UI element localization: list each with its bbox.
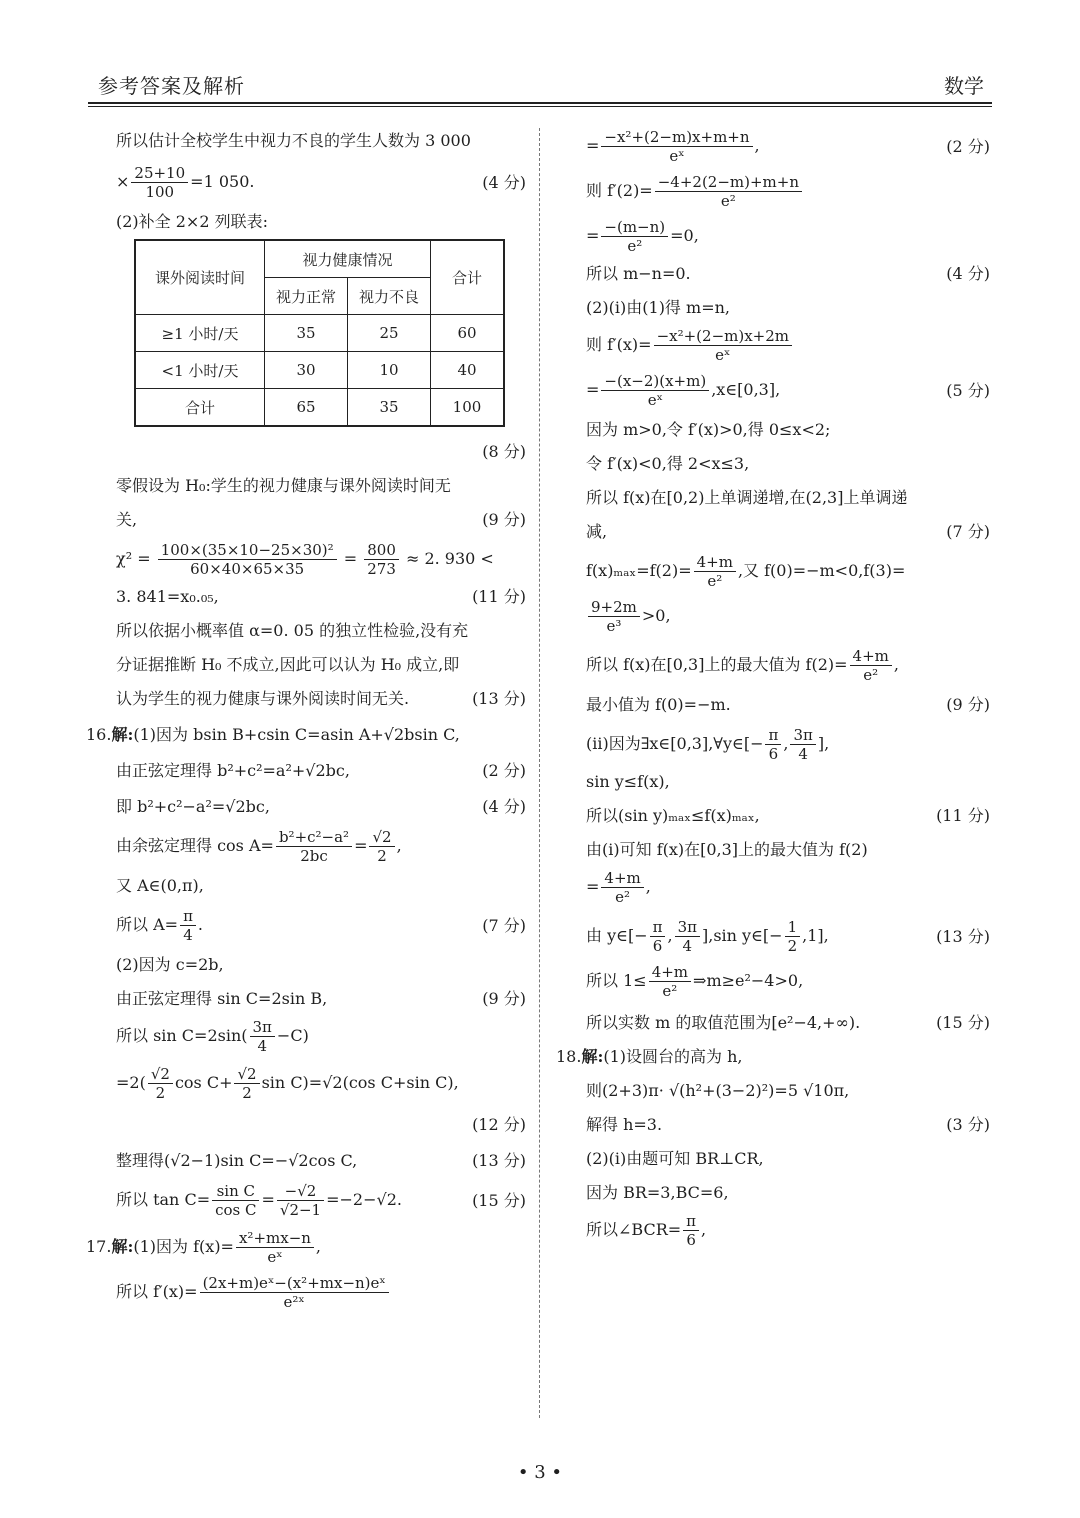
fraction xyxy=(601,128,752,165)
text-line xyxy=(86,509,526,531)
text: >0, xyxy=(641,606,671,625)
text: ], xyxy=(817,734,830,753)
text-line: 则(2+3)π· √(h²+(3−2)²)=5 √10π, xyxy=(586,1081,850,1100)
text-line: 因为 BR=3,BC=6, xyxy=(586,1183,729,1202)
table-header: 视力健康情况 xyxy=(265,240,431,278)
text: 整理得(√2−1)sin C=−√2cos C, xyxy=(116,1151,358,1170)
text-line xyxy=(556,218,990,255)
score: (4 分) xyxy=(482,797,526,816)
numerator: 3π xyxy=(250,1018,275,1037)
text: 所以∠BCR= xyxy=(586,1220,682,1239)
numerator: √2 xyxy=(148,1065,173,1084)
text: ,x∈[0,3], xyxy=(711,380,781,399)
question-18 xyxy=(556,1046,990,1068)
text: = xyxy=(586,877,600,896)
score: (9 分) xyxy=(482,510,526,529)
text: (ⅱ)因为∃x∈[0,3],∀y∈[− xyxy=(586,734,764,753)
header-title: 参考答案及解析 xyxy=(98,74,245,98)
text: =2( xyxy=(116,1073,146,1092)
text-line: 因为 m>0,令 f′(x)>0,得 0≤x<2; xyxy=(586,420,831,439)
table-header: 课外阅读时间 xyxy=(135,240,265,315)
text: , xyxy=(701,1220,707,1239)
text: 所以 f′(x)= xyxy=(116,1282,198,1301)
text-line: (2)(ⅰ)由题可知 BR⊥CR, xyxy=(586,1149,764,1168)
text-line xyxy=(86,688,526,710)
denominator: 4 xyxy=(183,926,193,944)
solution-label: 解: xyxy=(581,1047,604,1066)
fraction xyxy=(236,1229,314,1266)
text: 即 b²+c²−a²=√2bc, xyxy=(116,797,270,816)
score: (9 分) xyxy=(482,989,526,1008)
text-line: 所以 f(x)在[0,2)上单调递增,在(2,3]上单调递 xyxy=(586,488,908,507)
table-cell: 35 xyxy=(348,389,431,427)
numerator: √2 xyxy=(369,828,394,847)
score: (2 分) xyxy=(482,761,526,780)
denominator: e³ xyxy=(606,617,622,635)
text-line: (2)因为 c=2b, xyxy=(116,955,224,974)
score: (7 分) xyxy=(946,522,990,541)
text: sin C)=√2(cos C+sin C), xyxy=(261,1073,459,1092)
numerator: √2 xyxy=(234,1065,259,1084)
text-line xyxy=(86,907,526,944)
text: = xyxy=(354,836,368,855)
text-line xyxy=(556,263,990,285)
question-number: 16. xyxy=(86,725,112,744)
denominator: 4 xyxy=(257,1037,267,1055)
score: (7 分) xyxy=(482,916,526,935)
numerator: 3π xyxy=(790,726,815,745)
text: ],sin y∈[− xyxy=(701,926,783,945)
score: (8 分) xyxy=(482,442,526,461)
solution-label: 解: xyxy=(111,1237,134,1256)
numerator: −(m−n) xyxy=(601,218,668,237)
text-line xyxy=(86,988,526,1010)
score: (11 分) xyxy=(472,587,526,606)
text: , xyxy=(667,926,673,945)
fraction xyxy=(765,726,781,763)
text-line: 分证据推断 H₀ 不成立,因此可以认为 H₀ 成立,即 xyxy=(116,655,460,674)
text-line xyxy=(556,963,990,1000)
text: 所以 A= xyxy=(116,915,179,934)
left-column xyxy=(86,128,526,1311)
table-header: 视力正常 xyxy=(265,278,348,315)
text: = xyxy=(586,136,600,155)
denominator: 4 xyxy=(682,937,693,955)
numerator: π xyxy=(650,918,666,937)
text-line xyxy=(556,1114,990,1136)
right-column xyxy=(556,128,990,1249)
denominator: 6 xyxy=(768,745,779,763)
fraction xyxy=(694,553,736,590)
text: 由正弦定理得 sin C=2sin B, xyxy=(116,989,328,1008)
text-line: 零假设为 H₀:学生的视力健康与课外阅读时间无 xyxy=(116,476,451,495)
score: (15 分) xyxy=(936,1013,990,1032)
table-cell: 30 xyxy=(265,352,348,389)
question-16 xyxy=(86,724,526,746)
text: , xyxy=(396,836,402,855)
denominator: eˣ xyxy=(647,391,663,409)
text: =−2−√2. xyxy=(326,1190,402,1209)
text: , xyxy=(893,655,899,674)
text-line xyxy=(86,828,526,865)
header-rule xyxy=(88,102,992,104)
numerator: −4+2(2−m)+m+n xyxy=(655,173,802,192)
fraction xyxy=(148,1065,173,1102)
numerator: 4+m xyxy=(601,869,643,888)
question-number: 17. xyxy=(86,1237,112,1256)
denominator: 60×40×65×35 xyxy=(190,560,305,578)
question-number: 18. xyxy=(556,1047,582,1066)
text-line xyxy=(556,726,990,763)
text: ,1], xyxy=(802,926,829,945)
score: (9 分) xyxy=(946,695,990,714)
text: ⇒m≥e²−4>0, xyxy=(693,971,804,990)
text: 由正弦定理得 b²+c²=a²+√2bc, xyxy=(116,761,350,780)
text-line xyxy=(86,441,526,463)
fraction xyxy=(601,218,668,255)
denominator: e² xyxy=(615,888,631,906)
table-row xyxy=(135,389,504,427)
score: (13 分) xyxy=(472,689,526,708)
denominator: e² xyxy=(662,982,678,1000)
denominator: eˣ xyxy=(267,1248,283,1266)
denominator: 6 xyxy=(652,937,663,955)
table-cell: ≥1 小时/天 xyxy=(135,315,265,352)
numerator: 9+2m xyxy=(588,598,640,617)
numerator: x²+mx−n xyxy=(236,1229,314,1248)
text: 由 y∈[− xyxy=(586,926,648,945)
fraction xyxy=(650,918,666,955)
page-number: • 3 • xyxy=(517,1462,563,1483)
denominator: cos C xyxy=(215,1201,257,1219)
fraction xyxy=(158,541,337,578)
score: (5 分) xyxy=(946,381,990,400)
fraction xyxy=(601,869,643,906)
text: =0, xyxy=(670,226,699,245)
fraction xyxy=(131,164,188,201)
text: ,又 f(0)=−m<0,f(3)= xyxy=(737,561,906,580)
text-line xyxy=(86,586,526,608)
text: ≈ 2. 930 < xyxy=(400,549,494,568)
header-subject: 数学 xyxy=(944,74,984,98)
fraction xyxy=(850,647,892,684)
text: 所以实数 m 的取值范围为[e²−4,+∞). xyxy=(586,1013,861,1032)
fraction xyxy=(588,598,640,635)
text: 所以 tan C= xyxy=(116,1190,211,1209)
denominator: e² xyxy=(863,666,879,684)
fraction xyxy=(601,372,709,409)
fraction xyxy=(364,541,399,578)
text-line xyxy=(86,1065,526,1102)
numerator: 4+m xyxy=(649,963,691,982)
text-line xyxy=(86,1114,526,1136)
denominator: 100 xyxy=(145,183,175,201)
score: (11 分) xyxy=(936,806,990,825)
text-line xyxy=(86,1150,526,1172)
score: (12 分) xyxy=(472,1115,526,1134)
denominator: e² xyxy=(627,237,643,255)
denominator: eˣ xyxy=(715,346,731,364)
column-divider xyxy=(539,128,540,1418)
numerator: (2x+m)eˣ−(x²+mx−n)eˣ xyxy=(200,1274,389,1293)
text: (1)因为 f(x)= xyxy=(133,1237,234,1256)
score: (4 分) xyxy=(482,173,526,192)
text: 所以(sin y)ₘₐₓ≤f(x)ₘₐₓ, xyxy=(586,806,760,825)
text: 3. 841=x₀.₀₅, xyxy=(116,587,219,606)
contingency-table xyxy=(134,239,505,427)
text: = xyxy=(586,226,600,245)
text-line xyxy=(556,1012,990,1034)
score: (13 分) xyxy=(936,927,990,946)
numerator: 3π xyxy=(675,918,700,937)
text: (1)设圆台的高为 h, xyxy=(603,1047,743,1066)
text: = xyxy=(261,1190,275,1209)
text-line xyxy=(556,327,990,364)
text-line: (2)(ⅰ)由(1)得 m=n, xyxy=(586,298,730,317)
text: 所以 sin C=2sin( xyxy=(116,1026,248,1045)
text-line xyxy=(86,796,526,818)
text-line: 又 A∈(0,π), xyxy=(116,876,204,895)
denominator: 2 xyxy=(377,847,387,865)
text: , xyxy=(315,1237,322,1256)
text-line xyxy=(86,760,526,782)
denominator: 2 xyxy=(155,1084,166,1102)
text: , xyxy=(645,877,651,896)
score: (3 分) xyxy=(946,1115,990,1134)
denominator: e² xyxy=(707,572,723,590)
score: (13 分) xyxy=(472,1151,526,1170)
text-line xyxy=(556,598,990,635)
text-line xyxy=(556,173,990,210)
score: (15 分) xyxy=(472,1191,526,1210)
text-line xyxy=(556,647,990,684)
numerator: π xyxy=(683,1212,699,1231)
numerator: b²+c²−a² xyxy=(276,828,352,847)
text-line xyxy=(556,869,990,906)
solution-label: 解: xyxy=(111,725,134,744)
denominator: √2−1 xyxy=(279,1201,322,1219)
text: −C) xyxy=(276,1026,309,1045)
text-line: 令 f′(x)<0,得 2<x≤3, xyxy=(586,454,750,473)
text-line xyxy=(86,1274,526,1311)
denominator: e² xyxy=(720,192,736,210)
denominator: e²ˣ xyxy=(283,1293,305,1311)
fraction xyxy=(369,828,394,865)
text-line xyxy=(556,128,990,165)
numerator: −√2 xyxy=(277,1182,324,1201)
table-cell: <1 小时/天 xyxy=(135,352,265,389)
text-line xyxy=(556,1212,990,1249)
text: 则 f′(2)= xyxy=(586,181,653,200)
numerator: −x²+(2−m)x+2m xyxy=(654,327,792,346)
table-cell: 65 xyxy=(265,389,348,427)
text-line xyxy=(556,372,990,409)
question-17 xyxy=(86,1229,526,1266)
text-line xyxy=(86,164,526,201)
table-row xyxy=(135,315,504,352)
text: (1)因为 bsin B+csin C=asin A+√2bsin C, xyxy=(133,725,460,744)
text-line xyxy=(556,805,990,827)
text: 解得 h=3. xyxy=(586,1115,663,1134)
text: χ² = xyxy=(116,549,156,568)
denominator: 4 xyxy=(798,745,808,763)
fraction xyxy=(649,963,691,1000)
table-header: 合计 xyxy=(431,240,505,315)
text: f(x)ₘₐₓ=f(2)= xyxy=(586,561,692,580)
fraction xyxy=(277,1182,324,1219)
table-row xyxy=(135,352,504,389)
table-cell: 60 xyxy=(431,315,505,352)
fraction xyxy=(785,918,801,955)
text-line xyxy=(556,694,990,716)
text: 则 f′(x)= xyxy=(586,335,652,354)
text: × xyxy=(116,172,130,191)
text: , xyxy=(754,136,760,155)
numerator: 4+m xyxy=(850,647,892,666)
numerator: −x²+(2−m)x+m+n xyxy=(601,128,752,147)
fraction xyxy=(250,1018,275,1055)
text: 减, xyxy=(586,522,608,541)
text: cos C+ xyxy=(174,1073,233,1092)
text-line: 所以依据小概率值 α=0. 05 的独立性检验,没有充 xyxy=(116,621,469,640)
fraction xyxy=(212,1182,259,1219)
text-line xyxy=(86,541,526,578)
text: . xyxy=(197,915,204,934)
fraction xyxy=(654,327,792,364)
text-line xyxy=(86,1182,526,1219)
table-cell: 100 xyxy=(431,389,505,427)
denominator: 273 xyxy=(367,560,396,578)
text-line xyxy=(86,1018,526,1055)
text: 最小值为 f(0)=−m. xyxy=(586,695,731,714)
table-cell: 10 xyxy=(348,352,431,389)
text: = xyxy=(338,549,363,568)
denominator: 2 xyxy=(242,1084,252,1102)
text-line: 由(ⅰ)可知 f(x)在[0,3]上的最大值为 f(2) xyxy=(586,840,868,859)
fraction xyxy=(683,1212,699,1249)
fraction xyxy=(180,907,196,944)
score: (4 分) xyxy=(946,264,990,283)
table-cell: 35 xyxy=(265,315,348,352)
denominator: 2bc xyxy=(300,847,328,865)
header-rule-thin xyxy=(88,106,992,107)
text-line xyxy=(556,521,990,543)
fraction xyxy=(790,726,815,763)
denominator: eˣ xyxy=(669,147,685,165)
numerator: 100×(35×10−25×30)² xyxy=(158,541,337,560)
text: 认为学生的视力健康与课外阅读时间无关. xyxy=(116,689,410,708)
numerator: π xyxy=(180,907,196,926)
text-line: 所以估计全校学生中视力不良的学生人数为 3 000 xyxy=(116,131,471,150)
fraction xyxy=(655,173,802,210)
text: 所以 m−n=0. xyxy=(586,264,691,283)
numerator: −(x−2)(x+m) xyxy=(601,372,709,391)
text: = xyxy=(586,380,600,399)
text: 所以 1≤ xyxy=(586,971,647,990)
text: 由余弦定理得 cos A= xyxy=(116,836,274,855)
table-cell: 40 xyxy=(431,352,505,389)
text-line xyxy=(556,918,990,955)
numerator: 1 xyxy=(785,918,801,937)
text-line: sin y≤f(x), xyxy=(586,772,670,791)
text: 关, xyxy=(116,510,138,529)
fraction xyxy=(276,828,352,865)
table-header: 视力不良 xyxy=(348,278,431,315)
denominator: 2 xyxy=(787,937,798,955)
score: (2 分) xyxy=(946,137,990,156)
fraction xyxy=(234,1065,259,1102)
fraction xyxy=(675,918,700,955)
denominator: 6 xyxy=(686,1231,696,1249)
table-cell: 合计 xyxy=(135,389,265,427)
numerator: 800 xyxy=(364,541,399,560)
text-line: (2)补全 2×2 列联表: xyxy=(116,212,268,231)
text-line xyxy=(556,553,990,590)
numerator: 4+m xyxy=(694,553,736,572)
fraction xyxy=(200,1274,389,1311)
numerator: π xyxy=(765,726,781,745)
text: , xyxy=(783,734,789,753)
numerator: 25+10 xyxy=(131,164,188,183)
text: 所以 f(x)在[0,3]上的最大值为 f(2)= xyxy=(586,655,848,674)
text: =1 050. xyxy=(190,172,255,191)
numerator: sin C xyxy=(212,1182,259,1201)
table-cell: 25 xyxy=(348,315,431,352)
